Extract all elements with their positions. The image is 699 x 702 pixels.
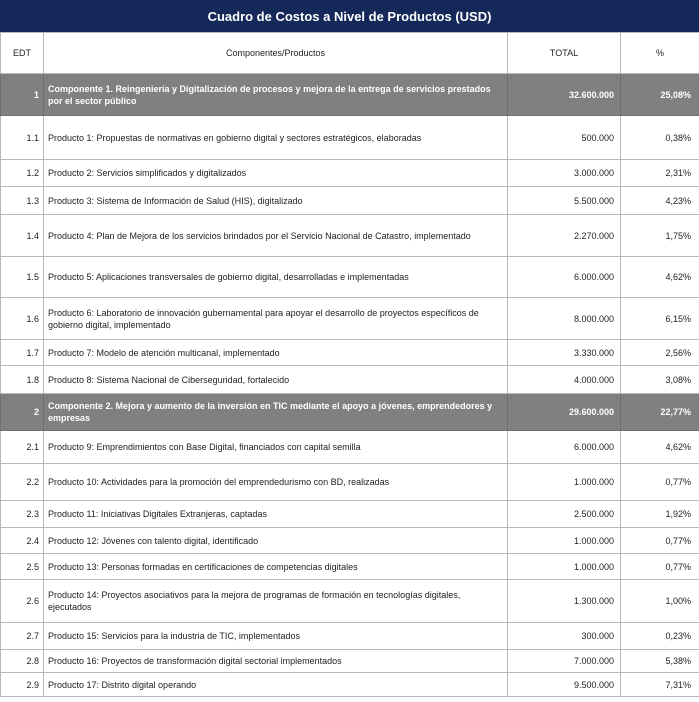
row-edt: 2.2 xyxy=(1,464,44,501)
header-edt: EDT xyxy=(1,33,44,74)
header-componentes: Componentes/Productos xyxy=(44,33,508,74)
row-pct: 1,92% xyxy=(621,501,699,528)
row-edt: 1.4 xyxy=(1,215,44,257)
row-pct: 0,77% xyxy=(621,464,699,501)
row-edt: 1.7 xyxy=(1,340,44,366)
row-total: 6.000.000 xyxy=(508,431,621,464)
row-pct: 3,08% xyxy=(621,366,699,394)
row-total: 1.000.000 xyxy=(508,464,621,501)
table-row xyxy=(1,464,699,501)
row-description: Producto 5: Aplicaciones transversales de gobierno digital, desarrolladas e implementadas xyxy=(44,257,508,298)
table-row xyxy=(1,501,699,528)
row-pct: 4,62% xyxy=(621,431,699,464)
row-pct: 2,56% xyxy=(621,340,699,366)
table-row xyxy=(1,650,699,673)
header-row xyxy=(1,33,699,74)
component-row xyxy=(1,74,699,116)
row-edt: 2.4 xyxy=(1,528,44,554)
row-description: Producto 16: Proyectos de transformación digital sectorial implementados xyxy=(44,650,508,673)
row-pct: 7,31% xyxy=(621,673,699,697)
row-edt: 1 xyxy=(1,74,44,116)
row-description: Producto 13: Personas formadas en certificaciones de competencias digitales xyxy=(44,554,508,580)
table-row xyxy=(1,673,699,697)
table-row xyxy=(1,257,699,298)
table-row xyxy=(1,554,699,580)
row-total: 29.600.000 xyxy=(508,394,621,431)
row-description: Producto 15: Servicios para la industria de TIC, implementados xyxy=(44,623,508,650)
row-total: 1.300.000 xyxy=(508,580,621,623)
row-pct: 4,23% xyxy=(621,187,699,215)
header-total: TOTAL xyxy=(508,33,621,74)
row-description: Producto 17: Distrito digital operando xyxy=(44,673,508,697)
table-row xyxy=(1,215,699,257)
row-total: 3.330.000 xyxy=(508,340,621,366)
table-row xyxy=(1,116,699,160)
row-pct: 0,77% xyxy=(621,554,699,580)
row-total: 3.000.000 xyxy=(508,160,621,187)
row-edt: 1.8 xyxy=(1,366,44,394)
row-description: Producto 8: Sistema Nacional de Ciberseguridad, fortalecido xyxy=(44,366,508,394)
row-total: 5.500.000 xyxy=(508,187,621,215)
row-total: 32.600.000 xyxy=(508,74,621,116)
row-edt: 1.3 xyxy=(1,187,44,215)
row-edt: 1.6 xyxy=(1,298,44,340)
row-total: 8.000.000 xyxy=(508,298,621,340)
row-pct: 0,38% xyxy=(621,116,699,160)
row-total: 9.500.000 xyxy=(508,673,621,697)
row-description: Producto 4: Plan de Mejora de los servicios brindados por el Servicio Nacional de Catastro, implementado xyxy=(44,215,508,257)
table-row xyxy=(1,623,699,650)
row-pct: 2,31% xyxy=(621,160,699,187)
row-description: Producto 2: Servicios simplificados y digitalizados xyxy=(44,160,508,187)
row-description: Componente 2. Mejora y aumento de la inversión en TIC mediante el apoyo a jóvenes, emprendedores y empresas xyxy=(44,394,508,431)
row-description: Producto 9: Emprendimientos con Base Digital, financiados con capital semilla xyxy=(44,431,508,464)
row-edt: 1.2 xyxy=(1,160,44,187)
row-description: Producto 1: Propuestas de normativas en gobierno digital y sectores estratégicos, elaboradas xyxy=(44,116,508,160)
table-row xyxy=(1,340,699,366)
table-row xyxy=(1,580,699,623)
row-edt: 2.9 xyxy=(1,673,44,697)
row-total: 1.000.000 xyxy=(508,528,621,554)
table-row xyxy=(1,528,699,554)
row-edt: 1.1 xyxy=(1,116,44,160)
row-description: Producto 3: Sistema de Información de Salud (HIS), digitalizado xyxy=(44,187,508,215)
row-pct: 1,00% xyxy=(621,580,699,623)
table-title: Cuadro de Costos a Nivel de Productos (USD) xyxy=(0,0,699,32)
row-pct: 0,23% xyxy=(621,623,699,650)
cost-table xyxy=(0,32,699,697)
row-total: 300.000 xyxy=(508,623,621,650)
component-row xyxy=(1,394,699,431)
row-description: Producto 7: Modelo de atención multicanal, implementado xyxy=(44,340,508,366)
row-pct: 4,62% xyxy=(621,257,699,298)
row-total: 4.000.000 xyxy=(508,366,621,394)
table-row xyxy=(1,160,699,187)
row-description: Producto 14: Proyectos asociativos para la mejora de programas de formación en tecnologías digitales, ejecutados xyxy=(44,580,508,623)
row-edt: 2.7 xyxy=(1,623,44,650)
row-edt: 2.5 xyxy=(1,554,44,580)
row-pct: 1,75% xyxy=(621,215,699,257)
row-edt: 1.5 xyxy=(1,257,44,298)
row-total: 2.270.000 xyxy=(508,215,621,257)
row-edt: 2.3 xyxy=(1,501,44,528)
table-row xyxy=(1,187,699,215)
header-pct: % xyxy=(621,33,699,74)
table-row xyxy=(1,431,699,464)
row-pct: 22,77% xyxy=(621,394,699,431)
row-total: 1.000.000 xyxy=(508,554,621,580)
row-pct: 0,77% xyxy=(621,528,699,554)
row-description: Producto 12: Jóvenes con talento digital, identificado xyxy=(44,528,508,554)
row-pct: 6,15% xyxy=(621,298,699,340)
row-description: Componente 1. Reingeniería y Digitalización de procesos y mejora de la entrega de servicios prestados por el sector público xyxy=(44,74,508,116)
row-edt: 2 xyxy=(1,394,44,431)
row-description: Producto 6: Laboratorio de innovación gubernamental para apoyar el desarrollo de proyectos específicos de gobierno digital, implementado xyxy=(44,298,508,340)
row-total: 6.000.000 xyxy=(508,257,621,298)
table-row xyxy=(1,366,699,394)
row-description: Producto 11: Iniciativas Digitales Extranjeras, captadas xyxy=(44,501,508,528)
row-edt: 2.6 xyxy=(1,580,44,623)
row-edt: 2.8 xyxy=(1,650,44,673)
row-total: 2.500.000 xyxy=(508,501,621,528)
row-total: 7.000.000 xyxy=(508,650,621,673)
row-pct: 5,38% xyxy=(621,650,699,673)
table-row xyxy=(1,298,699,340)
row-total: 500.000 xyxy=(508,116,621,160)
row-pct: 25,08% xyxy=(621,74,699,116)
row-edt: 2.1 xyxy=(1,431,44,464)
row-description: Producto 10: Actividades para la promoción del emprendedurismo con BD, realizadas xyxy=(44,464,508,501)
